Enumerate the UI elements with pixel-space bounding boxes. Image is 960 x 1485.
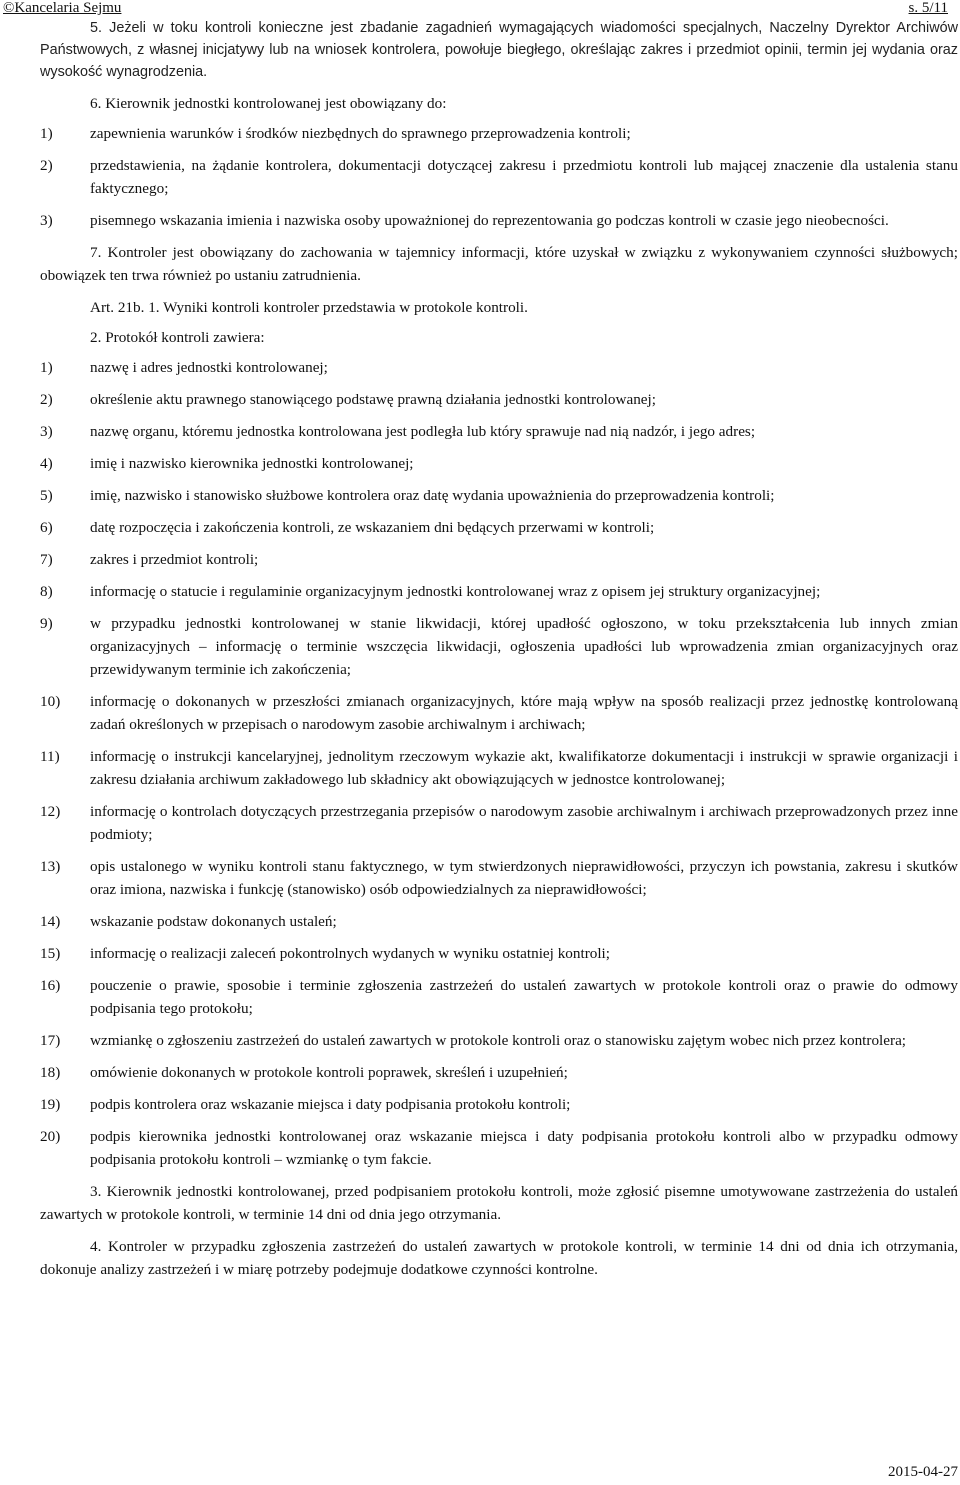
list-item-text: datę rozpoczęcia i zakończenia kontroli, ze wskazaniem dni będących przerwami w kontroli;: [90, 519, 655, 536]
list-item-text: wzmiankę o zgłoszeniu zastrzeżeń do ustaleń zawartych w protokole kontroli oraz o stanowisku zajętym wobec nich przez kontrolera;: [90, 1032, 907, 1049]
list-item-number: 9): [40, 615, 53, 632]
list-item-text: informację o statucie i regulaminie organizacyjnym jednostki kontrolowanej wraz z opisem jej struktury organizacyjnej;: [90, 583, 821, 600]
list-item-number: 3): [40, 212, 53, 229]
list-item: [40, 942, 958, 965]
list-item: [40, 1061, 958, 1084]
protocol-contents-list: [40, 356, 958, 1171]
list-item: [40, 1125, 958, 1171]
list-item: [40, 209, 958, 232]
list-item-number: 17): [40, 1032, 61, 1049]
list-item-number: 11): [40, 748, 60, 765]
list-item-text: opis ustalonego w wyniku kontroli stanu faktycznego, w tym stwierdzonych nieprawidłowości, przyczyn ich powstania, zakresu i skutków oraz imiona, nazwiska i funkcję (stanowisko) osób odpowiedzialnych za nieprawidłowości;: [90, 858, 958, 898]
list-item-text: pouczenie o prawie, sposobie i terminie zgłoszenia zastrzeżeń do ustaleń zawartych w protokole kontroli oraz o prawie do odmowy podpisania tego protokołu;: [90, 977, 958, 1017]
list-item: [40, 855, 958, 901]
list-item-number: 8): [40, 583, 53, 600]
list-item: [40, 580, 958, 603]
paragraph-4: 4. Kontroler w przypadku zgłoszenia zastrzeżeń do ustaleń zawartych w protokole kontroli, w terminie 14 dni od dnia ich otrzymania, dokonuje analizy zastrzeżeń i w miarę potrzeby podejmuje dodatkowe czynności kontrolne.: [40, 1238, 958, 1278]
list-item-number: 10): [40, 693, 61, 710]
list-item-number: 16): [40, 977, 61, 994]
list-item-text: imię i nazwisko kierownika jednostki kontrolowanej;: [90, 455, 414, 472]
list-item: [40, 154, 958, 200]
list-item: [40, 800, 958, 846]
list-item-text: nazwę organu, któremu jednostka kontrolowana jest podległa lub który sprawuje nad nią nadzór, i jego adres;: [90, 423, 756, 440]
paragraph-6: 6. Kierownik jednostki kontrolowanej jest obowiązany do:: [90, 95, 447, 112]
paragraph-2: 2. Protokół kontroli zawiera:: [90, 329, 265, 346]
list-item-number: 12): [40, 803, 61, 820]
paragraph-3: 3. Kierownik jednostki kontrolowanej, przed podpisaniem protokołu kontroli, może zgłosić pisemne umotywowane zastrzeżenia do ustaleń zawartych w protokole kontroli, w terminie 14 dni od dnia jego otrzymania.: [40, 1183, 958, 1223]
list-item-number: 1): [40, 359, 53, 376]
list-item: [40, 745, 958, 791]
list-item-text: w przypadku jednostki kontrolowanej w stanie likwidacji, której upadłość ogłoszono, w toku przekształcenia lub innych zmian organizacyjnych – informację o terminie wszczęcia likwidacji, ogłoszenia upadłości lub wprowadzenia zmian organizacyjnych oraz przewidywanym terminie ich zakończenia;: [90, 615, 958, 678]
list-item-number: 4): [40, 455, 53, 472]
list-item: [40, 974, 958, 1020]
list-item-text: zapewnienia warunków i środków niezbędnych do sprawnego przeprowadzenia kontroli;: [90, 125, 631, 142]
paragraph-7: 7. Kontroler jest obowiązany do zachowania w tajemnicy informacji, które uzyskał w związku z wykonywaniem czynności służbowych; obowiązek ten trwa również po ustaniu zatrudnienia.: [40, 244, 958, 284]
list-item-text: określenie aktu prawnego stanowiącego podstawę prawną działania jednostki kontrolowanej;: [90, 391, 656, 408]
list-item-number: 6): [40, 519, 53, 536]
list-item: [40, 516, 958, 539]
paragraph-5: 5. Jeżeli w toku kontroli konieczne jest zbadanie zagadnień wymagających wiadomości specjalnych, Naczelny Dyrektor Archiwów Państwowych, z własnej inicjatywy lub na wniosek kontrolera, powołuje biegłego, określając zakres i przedmiot opinii, termin jej wydania oraz wysokość wynagrodzenia.: [40, 20, 958, 80]
list-item-number: 3): [40, 423, 53, 440]
list-item-number: 2): [40, 391, 53, 408]
header-page-number-link[interactable]: s. 5/11: [908, 0, 948, 16]
list-item-number: 19): [40, 1096, 61, 1113]
list-item: [40, 388, 958, 411]
list-item-number: 2): [40, 157, 53, 174]
list-item: [40, 452, 958, 475]
list-item-text: omówienie dokonanych w protokole kontroli poprawek, skreśleń i uzupełnień;: [90, 1064, 568, 1081]
list-item-number: 20): [40, 1128, 61, 1145]
list-item-number: 13): [40, 858, 61, 875]
paragraph-6-list: [40, 122, 958, 232]
list-item-text: nazwę i adres jednostki kontrolowanej;: [90, 359, 328, 376]
list-item: [40, 420, 958, 443]
list-item-text: informację o kontrolach dotyczących przestrzegania przepisów o narodowym zasobie archiwalnym i archiwach przeprowadzonych przez inne podmioty;: [90, 803, 958, 843]
list-item-text: informację o dokonanych w przeszłości zmianach organizacyjnych, które mają wpływ na sposób realizacji przez jednostkę kontrolowaną zadań określonych w przepisach o narodowym zasobie archiwalnym i archiwach;: [90, 693, 958, 733]
list-item: [40, 612, 958, 681]
article-21b-heading: Art. 21b. 1. Wyniki kontroli kontroler przedstawia w protokole kontroli.: [90, 299, 528, 316]
list-item-text: podpis kierownika jednostki kontrolowanej oraz wskazanie miejsca i daty podpisania protokołu kontroli albo w przypadku odmowy podpisania protokołu kontroli – wzmiankę o tym fakcie.: [90, 1128, 958, 1168]
document-body: [40, 17, 958, 1290]
list-item-number: 7): [40, 551, 53, 568]
header-copyright-link[interactable]: ©Kancelaria Sejmu: [3, 0, 122, 16]
list-item: [40, 356, 958, 379]
list-item-text: informację o realizacji zaleceń pokontrolnych wydanych w wyniku ostatniej kontroli;: [90, 945, 611, 962]
list-item-text: informację o instrukcji kancelaryjnej, jednolitym rzeczowym wykazie akt, kwalifikatorze dokumentacji i instrukcji w sprawie organizacji i zakresu działania archiwum zakładowego lub składnicy akt obowiązujących w jednostce kontrolowanej;: [90, 748, 958, 788]
list-item-text: podpis kontrolera oraz wskazanie miejsca i daty podpisania protokołu kontroli;: [90, 1096, 571, 1113]
list-item: [40, 1093, 958, 1116]
list-item-text: zakres i przedmiot kontroli;: [90, 551, 259, 568]
list-item-text: imię, nazwisko i stanowisko służbowe kontrolera oraz datę wydania upoważnienia do przeprowadzenia kontroli;: [90, 487, 775, 504]
list-item: [40, 910, 958, 933]
list-item-text: wskazanie podstaw dokonanych ustaleń;: [90, 913, 337, 930]
list-item-number: 5): [40, 487, 53, 504]
list-item: [40, 690, 958, 736]
list-item-number: 18): [40, 1064, 61, 1081]
list-item-number: 15): [40, 945, 61, 962]
list-item-text: przedstawienia, na żądanie kontrolera, dokumentacji dotyczącej zakresu i przedmiotu kontroli lub mającej znaczenie dla ustalenia stanu faktycznego;: [90, 157, 958, 197]
list-item-number: 1): [40, 125, 53, 142]
footer-date: 2015-04-27: [888, 1464, 958, 1480]
list-item: [40, 1029, 958, 1052]
list-item: [40, 122, 958, 145]
list-item: [40, 484, 958, 507]
list-item-text: pisemnego wskazania imienia i nazwiska osoby upoważnionej do reprezentowania go podczas kontroli w czasie jego nieobecności.: [90, 212, 889, 229]
list-item: [40, 548, 958, 571]
list-item-number: 14): [40, 913, 61, 930]
